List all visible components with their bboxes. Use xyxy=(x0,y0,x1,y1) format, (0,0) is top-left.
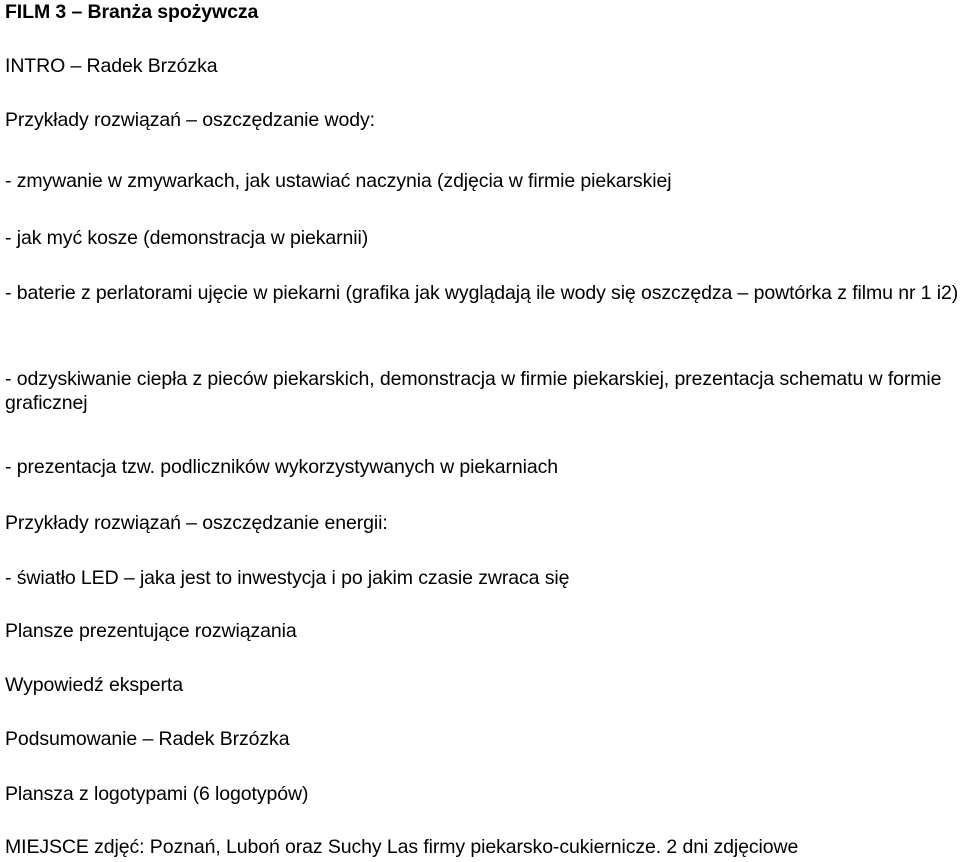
list-item-submeters: - prezentacja tzw. podliczników wykorzystywanych w piekarniach xyxy=(5,456,559,478)
list-item-heat-recovery: - odzyskiwanie ciepła z pieców piekarskich, demonstracja w firmie piekarskiej, prezentacja schematu w formie graficznej xyxy=(5,368,942,414)
summary-line: Podsumowanie – Radek Brzózka xyxy=(5,728,290,750)
document-title: FILM 3 – Branża spożywcza xyxy=(5,1,259,23)
energy-saving-heading: Przykłady rozwiązań – oszczędzanie energii: xyxy=(5,512,388,534)
logos-line: Plansza z logotypami (6 logotypów) xyxy=(5,783,309,805)
intro-line: INTRO – Radek Brzózka xyxy=(5,55,218,77)
boards-line: Plansze prezentujące rozwiązania xyxy=(5,620,297,642)
list-item-aerators: - baterie z perlatorami ujęcie w piekarni (grafika jak wyglądają ile wody się oszczędza – powtórka z filmu nr 1 i2) xyxy=(5,282,959,304)
water-saving-heading: Przykłady rozwiązań – oszczędzanie wody: xyxy=(5,109,375,131)
location-line: MIEJSCE zdjęć: Poznań, Luboń oraz Suchy Las firmy piekarsko-cukiernicze. 2 dni zdjęciowe xyxy=(5,836,799,858)
list-item-baskets: - jak myć kosze (demonstracja w piekarnii) xyxy=(5,227,369,249)
list-item-led: - światło LED – jaka jest to inwestycja i po jakim czasie zwraca się xyxy=(5,567,570,589)
expert-line: Wypowiedź eksperta xyxy=(5,674,183,696)
list-item-dishwashers: - zmywanie w zmywarkach, jak ustawiać naczynia (zdjęcia w firmie piekarskiej xyxy=(5,170,672,192)
